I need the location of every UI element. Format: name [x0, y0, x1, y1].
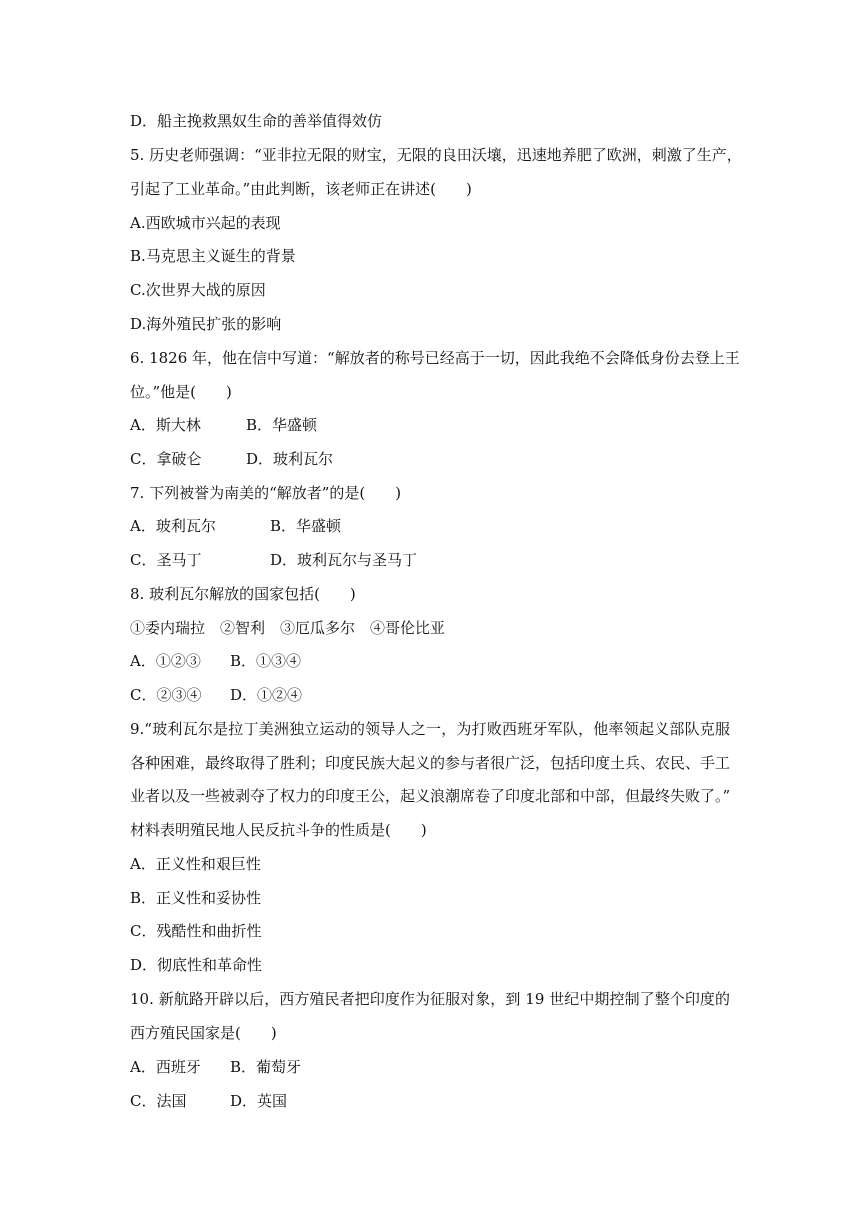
q10-option-c: C．法国	[130, 1092, 187, 1110]
q9-stem-line-1: 9.“玻利瓦尔是拉丁美洲独立运动的领导人之一，为打败西班牙军队，他率领起义部队克服	[130, 720, 730, 738]
q9-option-b: B．正义性和妥协性	[130, 889, 262, 907]
q10-option-d: D．英国	[230, 1092, 288, 1110]
q5-stem-line-2: 引起了工业革命。”由此判断，该老师正在讲述( )	[130, 180, 472, 198]
q6-option-b: B．华盛顿	[246, 416, 318, 434]
q5-option-b: B.马克思主义诞生的背景	[130, 247, 296, 265]
q8-items: ①委内瑞拉 ②智利 ③厄瓜多尔 ④哥伦比亚	[130, 619, 446, 637]
q9-option-a: A．正义性和艰巨性	[130, 855, 261, 873]
q8-option-b: B．①③④	[230, 652, 302, 670]
q10-option-a: A．西班牙	[130, 1058, 201, 1076]
q8-option-a: A．①②③	[130, 652, 201, 670]
q8-option-d: D．①②④	[230, 686, 303, 704]
q8-stem: 8. 玻利瓦尔解放的国家包括( )	[130, 585, 356, 603]
q6-stem-line-2: 位。”他是( )	[130, 383, 232, 401]
q6-stem-line-1: 6. 1826 年，他在信中写道：“解放者的称号已经高于一切，因此我绝不会降低身份去登上王	[130, 349, 740, 367]
q6-option-c: C．拿破仑	[130, 450, 202, 468]
q7-option-a: A．玻利瓦尔	[130, 517, 216, 535]
q5-option-a: A.西欧城市兴起的表现	[130, 214, 281, 232]
q5-option-d: D.海外殖民扩张的影响	[130, 315, 282, 333]
q5-stem-line-1: 5. 历史老师强调：“亚非拉无限的财宝，无限的良田沃壤，迅速地养肥了欧洲，刺激了生产，	[130, 146, 742, 164]
q10-stem-line-2: 西方殖民国家是( )	[130, 1024, 277, 1042]
q7-stem: 7. 下列被誉为南美的“解放者”的是( )	[130, 484, 402, 502]
q4-option-d: D．船主挽救黑奴生命的善举值得效仿	[130, 112, 383, 130]
q9-option-d: D．彻底性和革命性	[130, 956, 263, 974]
q7-option-d: D．玻利瓦尔与圣马丁	[270, 551, 418, 569]
q5-option-c: C.次世界大战的原因	[130, 281, 266, 299]
q9-stem-line-2: 各种困难，最终取得了胜利；印度民族大起义的参与者很广泛，包括印度土兵、农民、手工	[130, 754, 731, 772]
q9-stem-line-3: 业者以及一些被剥夺了权力的印度王公，起义浪潮席卷了印度北部和中部，但最终失败了。”	[130, 787, 731, 805]
q6-option-d: D．玻利瓦尔	[246, 450, 334, 468]
q7-option-b: B．华盛顿	[270, 517, 342, 535]
q10-option-b: B．葡萄牙	[230, 1058, 302, 1076]
q7-option-c: C．圣马丁	[130, 551, 202, 569]
q9-option-c: C．残酷性和曲折性	[130, 922, 262, 940]
q10-stem-line-1: 10. 新航路开辟以后，西方殖民者把印度作为征服对象，到 19 世纪中期控制了整个印度的	[130, 990, 730, 1008]
q8-option-c: C．②③④	[130, 686, 202, 704]
q6-option-a: A．斯大林	[130, 416, 201, 434]
q9-stem-line-4: 材料表明殖民地人民反抗斗争的性质是( )	[130, 821, 427, 839]
